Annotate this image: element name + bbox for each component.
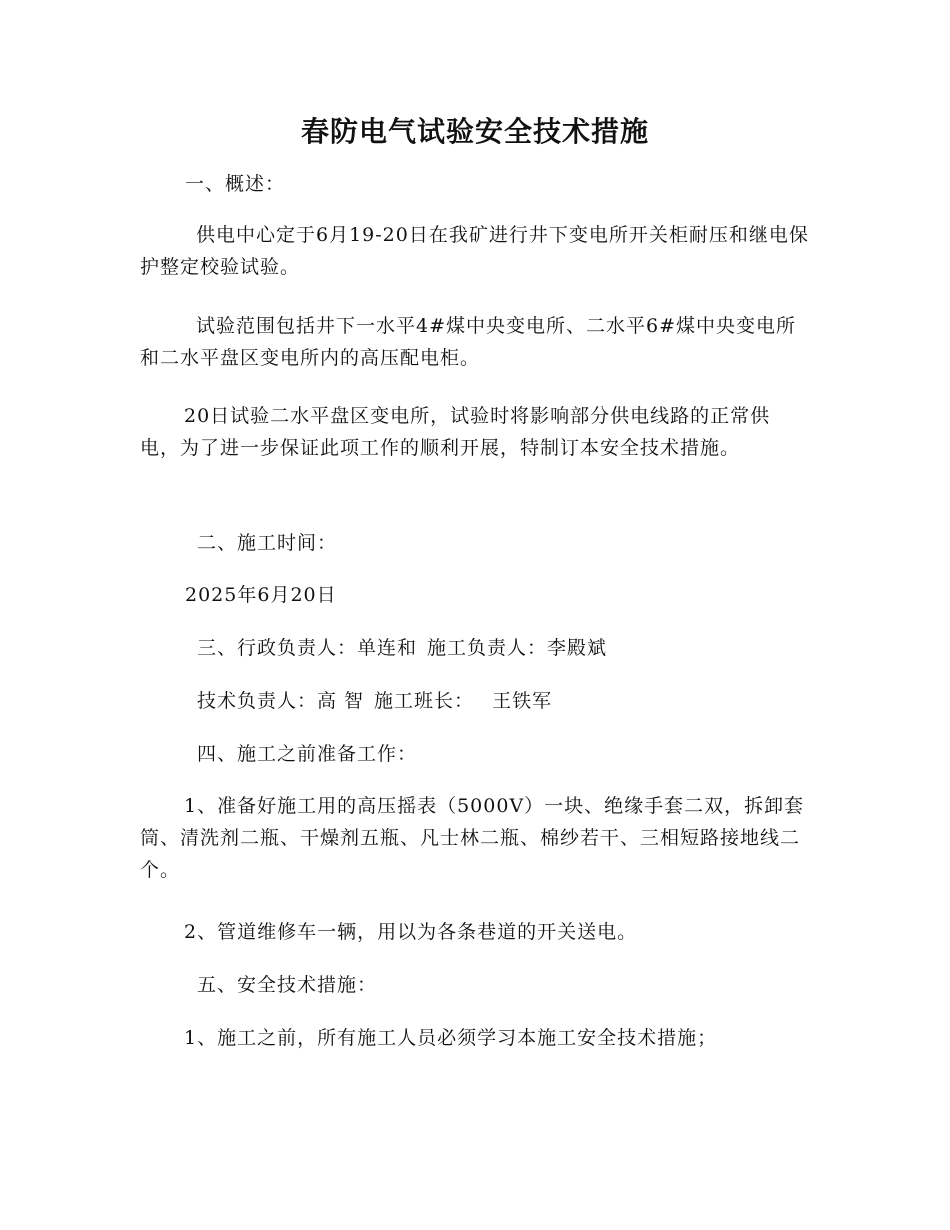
section-safety-heading: 五、安全技术措施： — [197, 974, 378, 996]
section-time-heading: 二、施工时间： — [197, 532, 338, 554]
document-title: 春防电气试验安全技术措施 — [300, 115, 649, 148]
safety-item-1: 1、施工之前，所有施工人员必须学习本施工安全技术措施； — [184, 1027, 718, 1049]
prep-item-1: 1、准备好施工用的高压摇表（5000V）一块、绝缘手套二双，拆卸套筒、清洗剂二瓶、干燥剂五瓶、凡士林二瓶、棉纱若干、三相短路接地线二个。 — [140, 795, 805, 881]
team-leader-label: 施工班长： — [374, 690, 475, 712]
responsible-line-1 — [197, 632, 867, 664]
construction-responsible: 施工负责人：李殿斌 — [427, 637, 608, 659]
admin-responsible: 三、行政负责人：单连和 — [197, 637, 418, 659]
overview-paragraph-2: 试验范围包括井下一水平4#煤中央变电所、二水平6#煤中央变电所和二水平盘区变电所内的高压配电柜。 — [140, 315, 797, 369]
section-overview-heading: 一、概述： — [185, 173, 286, 195]
team-leader-name: 王铁军 — [492, 690, 553, 712]
section-prep-heading: 四、施工之前准备工作： — [197, 743, 418, 765]
construction-date: 2025年6月20日 — [185, 584, 337, 606]
responsible-line-2 — [197, 685, 867, 717]
prep-item-2: 2、管道维修车一辆，用以为各条巷道的开关送电。 — [184, 921, 638, 943]
technical-responsible: 技术负责人：高 智 — [197, 690, 365, 712]
overview-paragraph-1: 供电中心定于6月19-20日在我矿进行井下变电所开关柜耐压和继电保护整定校验试验。 — [140, 224, 809, 278]
overview-paragraph-3: 20日试验二水平盘区变电所，试验时将影响部分供电线路的正常供电，为了进一步保证此项工作的顺利开展，特制订本安全技术措施。 — [140, 405, 771, 459]
